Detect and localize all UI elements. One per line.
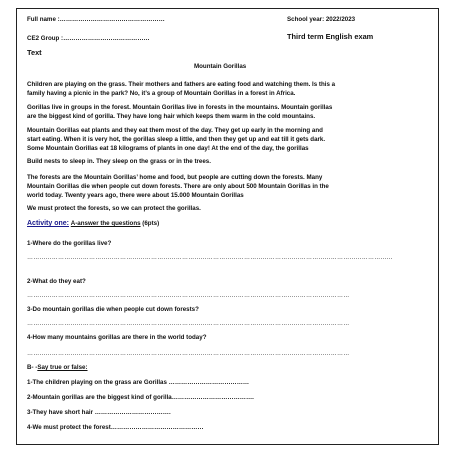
- section-b-title: Say true or false:: [37, 364, 88, 371]
- question: 1-Where do the gorillas live?: [27, 240, 112, 247]
- paragraph: [27, 157, 429, 166]
- story-title: Mountain Gorillas: [194, 63, 247, 70]
- activity-header: [27, 220, 159, 228]
- school-year: School year: 2022/2023: [287, 16, 356, 23]
- paragraph-line: Some Mountain Gorillas eat 18 kilograms of plants in one day! At the end of the day, the gorillas: [27, 145, 309, 152]
- text-label: Text: [27, 48, 42, 57]
- paragraph-line: The forests are the Mountain Gorillas’ home and food, but people are cutting down the forests. Many: [27, 174, 323, 181]
- exam-title: Third term English exam: [287, 32, 374, 41]
- answer-line: …………………………………………………………………………………………………………………………………………: [27, 351, 350, 357]
- question: 2-What do they eat?: [27, 278, 86, 285]
- paragraph-line: Mountain Gorillas die when people cut down forests. There are only about 500 Mountain Gorillas in the: [27, 183, 329, 190]
- answer-line: …………………………………………………………………………………………………………………………………………: [27, 293, 350, 299]
- answer-line: ……………………………………………………………………………………………………………………………………………………………: [27, 255, 393, 261]
- paragraph-line: We must protect the forests, so we can protect the gorillas.: [27, 205, 201, 212]
- true-false-item: 3-They have short hair ……………………………….: [27, 409, 171, 416]
- true-false-item: 2-Mountain gorillas are the biggest kind of gorilla………………………………….: [27, 394, 254, 401]
- paragraph-line: Mountain Gorillas eat plants and they eat them most of the day. They get up early in the morning and: [27, 127, 323, 134]
- question: 4-How many mountains gorillas are there in the world today?: [27, 334, 207, 341]
- full-name-field: Full name :……………………………………………: [27, 16, 165, 23]
- group-field: CE2 Group :……………………………………: [27, 35, 150, 42]
- paragraph-line: Build nests to sleep in. They sleep on the grass or in the trees.: [27, 158, 211, 165]
- paragraph: [27, 173, 429, 200]
- section-b-label: B- -: [27, 364, 38, 371]
- activity-title: Activity one:: [27, 220, 70, 227]
- paragraph: [27, 80, 429, 98]
- section-b-header: [27, 364, 88, 372]
- activity-points: (6pts): [142, 220, 160, 227]
- paragraph: [27, 103, 429, 121]
- paragraph-line: family having a picnic in the park? No, it’s a group of Mountain Gorillas in a forest in Africa.: [27, 90, 296, 97]
- question: 3-Do mountain gorillas die when people cut down forests?: [27, 306, 199, 313]
- paragraph-line: Gorillas live in groups in the forest. Mountain Gorillas live in forests in the mountains. Mountain gorillas: [27, 104, 333, 111]
- true-false-item: 1-The children playing on the grass are Gorillas …………………………………: [27, 379, 250, 386]
- paragraph-line: start eating. When it is very hot, the gorillas sleep a little, and then they get up and eat till it gets dark.: [27, 136, 326, 143]
- answer-line: …………………………………………………………………………………………………………………………………………: [27, 321, 350, 327]
- true-false-item: 4-We must protect the forest………………………………………: [27, 424, 204, 431]
- paragraph: [27, 126, 429, 153]
- paragraph-line: world today. Twenty years ago, there were about 15.000 Mountain Gorillas: [27, 192, 244, 199]
- paragraph: [27, 204, 429, 213]
- activity-subtitle: A-answer the questions: [70, 220, 141, 227]
- paragraph-line: Children are playing on the grass. Their mothers and fathers are eating food and watching them. Is this a: [27, 81, 336, 88]
- paragraph-line: are the biggest kind of gorilla. They have long hair which keeps them warm in the cold mountains.: [27, 113, 316, 120]
